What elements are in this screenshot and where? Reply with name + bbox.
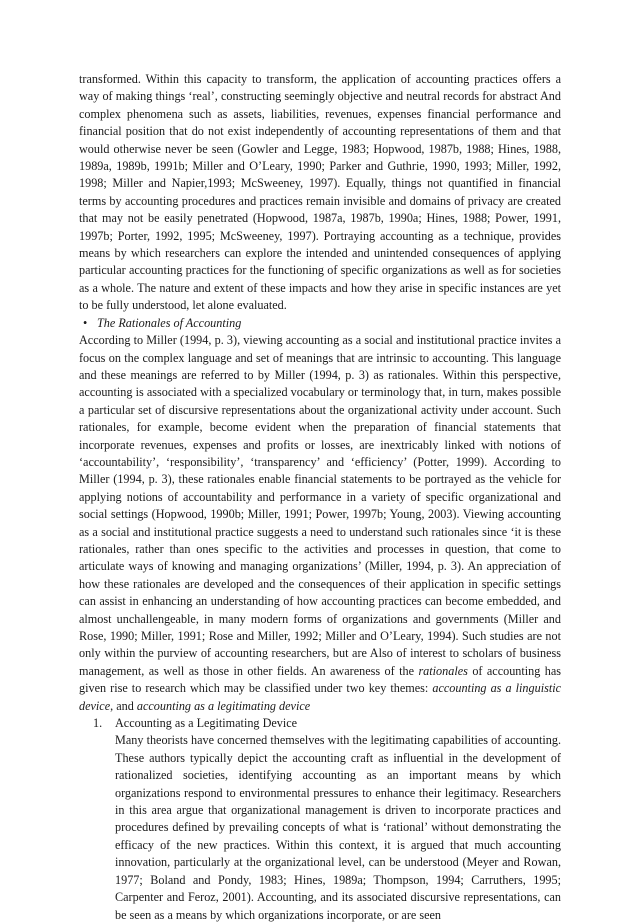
subsection-number: 1. — [93, 716, 103, 731]
section-heading: The Rationales of Accounting — [97, 315, 242, 330]
theme-one: accounting as a linguistic device — [79, 681, 562, 713]
page-content — [79, 71, 561, 924]
section-heading-row — [79, 315, 561, 332]
rationales-paragraph-main: According to Miller (1994, p. 3), viewing accounting as a social and institutional practice invites a focus on the complex language and set of meanings that are intrinsic to accounting. This language and these meanings are referred to by Miller (1994, p. 3) as rationales. Within this perspective, accounting is associated with a specialized vocabulary or terminology that, in turn, makes possible a particular set of discursive representations about the organizational activity under account. Such rationales, for example, become evident when the preparation of financial statements that incorporate revenues, expenses and profits or losses, are inextricably linked with notions of ‘accountability’, ‘responsibility’, ‘transparency’ and ‘efficiency’ (Potter, 1999). According to Miller (1994, p. 3), these rationales enable financial statements to be portrayed as the vehicle for applying notions of accountability and performance in a variety of specific organizational and social settings (Hopwood, 1990b; Miller, 1991; Power, 1997b; Young, 2003). Viewing accounting as a social and institutional practice suggests a need to understand such rationales since ‘it is these rationales, rather than ones specific to the activities and processes in question, that come to articulate ways of knowing and managing organizations’ (Miller, 1994, p. 3). An appreciation of how these rationales are developed and the consequences of their application in specific settings can assist in enhancing an understanding of how accounting practices can become embedded, and almost unchallengeable, in many modern forms of organizations and governments (Miller and Rose, 1990; Miller, 1991; Rose and Miller, 1992; Miller and O’Leary, 1994). Such studies are not only within the purview of accounting researchers, but are Also of interest to scholars of business management, as well as those in other fields. An awareness of the — [79, 333, 561, 678]
subsection-heading-row — [79, 715, 561, 732]
intro-paragraph: transformed. Within this capacity to transform, the application of accounting practices offers a way of making things ‘real’, constructing seemingly objective and neutral records for abstract And complex phenomena such as assets, liabilities, revenues, expenses financial performance and financial position that do not exist independently of accounting representations of them and that would otherwise never be seen (Gowler and Legge, 1983; Hopwood, 1987b, 1988; Hines, 1988, 1989a, 1989b, 1991b; Miller and O’Leary, 1990; Parker and Guthrie, 1990, 1993; Miller, 1992, 1998; Miller and Napier,1993; McSweeney, 1997). Equally, things not quantified in financial terms by accounting procedures and practices remain invisible and domains of privacy are created that may not be easily penetrated (Hopwood, 1987a, 1987b, 1990a; Hines, 1988; Power, 1991, 1997b; Porter, 1992, 1995; McSweeney, 1997). Portraying accounting as a technique, provides means by which researchers can explore the intended and unintended consequences of applying particular accounting practices for the functioning of specific organizations as well as for societies as a whole. The nature and extent of these impacts and how they arise in specific instances are yet to be fully understood, let alone evaluated. — [79, 72, 561, 313]
rationales-paragraph — [79, 332, 561, 715]
theme-two: accounting as a legitimating device — [136, 698, 311, 713]
subsection-paragraph: Many theorists have concerned themselves with the legitimating capabilities of accounting. These authors typically depict the accounting craft as influential in the development of rationalized societies, identifying accounting as an important means by which organizations respond to environmental pressures to enhance their legitimacy. Researchers in this area argue that organizational management is driven to incorporate practices and procedures defined by prevailing concepts of what is ‘rational’ without demonstrating the efficacy of the new practices. Within this context, it is argued that much accounting innovation, particularly at the organizational level, can be understood (Meyer and Rowan, 1977; Boland and Pondy, 1983; Hines, 1989a; Thompson, 1994; Carruthers, 1995; Carpenter and Feroz, 2001). Accounting, and its associated discursive representations, can be seen as a means by which organizations incorporate, or are seen — [115, 733, 561, 922]
rationales-paragraph-mid: of accounting has given rise to research which may be classified under two key themes: — [79, 663, 562, 696]
theme-joiner: , and — [110, 698, 134, 713]
bullet-icon: • — [83, 315, 88, 330]
rationales-italic-term: rationales — [418, 663, 468, 678]
subsection-title: Accounting as a Legitimating Device — [115, 716, 298, 731]
